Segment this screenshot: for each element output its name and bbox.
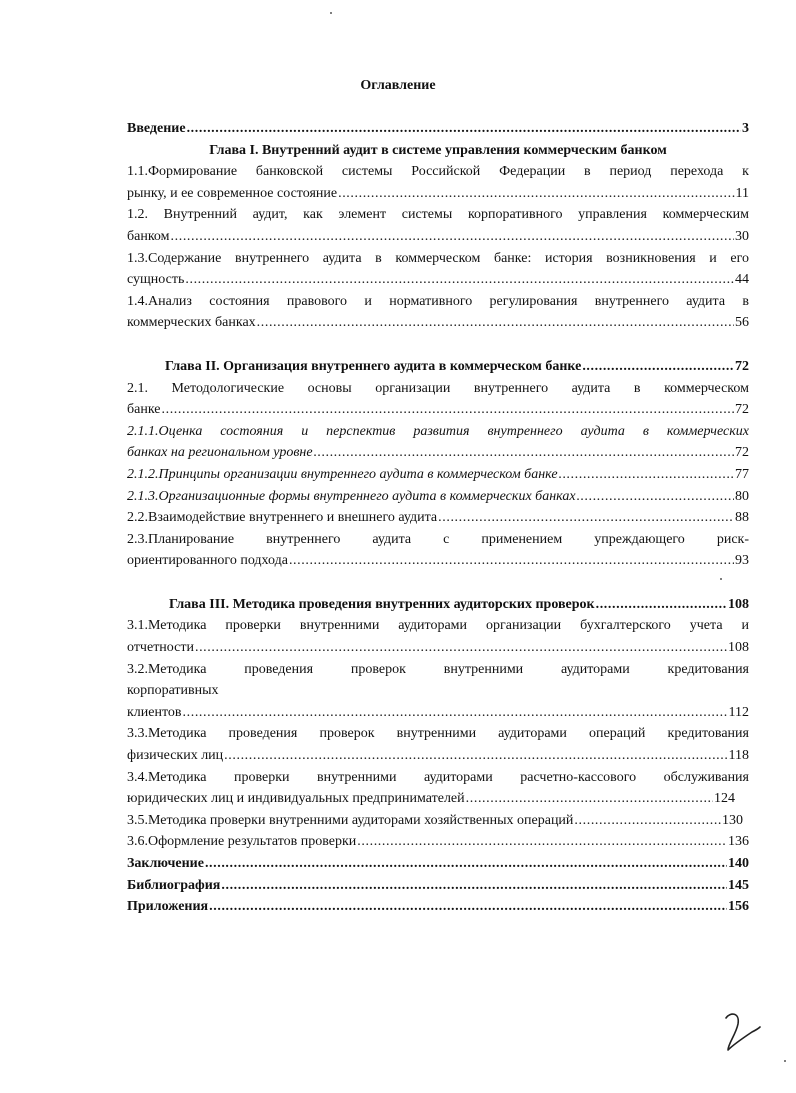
scan-speck [720,578,722,580]
toc-entry-bibliography[interactable] [127,875,749,897]
chapter-heading-label: Глава III. Методика проведения внутренних аудиторских проверок [169,596,595,612]
toc-entry-label-cont: отчетности [127,640,194,656]
scan-speck [330,12,332,14]
toc-entry-1-1[interactable] [127,161,749,204]
toc-entry-intro[interactable] [127,118,749,140]
toc-entry-page: 56 [735,315,749,331]
toc-entry-3-4[interactable] [127,767,749,810]
toc-entry-page: 156 [728,899,749,915]
toc-entry-page: 88 [735,510,749,526]
toc-entry-page: 3 [742,121,749,136]
toc-entry-3-1[interactable] [127,615,749,658]
toc-entry-1-3[interactable] [127,248,749,291]
chapter3-heading[interactable] [127,594,749,616]
chapter-heading-label: Глава II. Организация внутреннего аудита в коммерческом банке [165,358,582,374]
toc-entry-page: 80 [735,488,749,504]
toc-entry-page: 11 [735,185,749,201]
toc-entry-label: 3.3.Методика проведения проверок внутренними аудиторами операций кредитования [127,726,749,742]
toc-entry-label: 2.1. Методологические основы организации внутреннего аудита в коммерческом [127,380,749,396]
toc-entry-label: 1.4.Анализ состояния правового и нормативного регулирования внутреннего аудита в [127,293,749,309]
toc-entry-page: 93 [735,553,749,569]
toc-entry-label: 3.5.Методика проверки внутренними аудиторами хозяйственных операций [127,812,574,828]
handwritten-page-number-icon [722,1010,762,1056]
toc-entry-3-6[interactable] [127,831,749,853]
chapter1-heading: Глава I. Внутренний аудит в системе управления коммерческим банком [209,142,667,158]
toc-entry-label: 3.4.Методика проверки внутренними аудиторами расчетно-кассового обслуживания [127,769,749,785]
toc-entry-page: 136 [728,834,749,850]
toc-entry-label: 2.1.1.Оценка состояния и перспектив развития внутреннего аудита в коммерческих [127,423,749,439]
toc-entry-3-3[interactable] [127,723,749,766]
toc-entry-1-4[interactable] [127,291,749,334]
toc-entry-label: 3.6.Оформление результатов проверки [127,834,357,850]
toc-entry-page: 140 [728,856,749,871]
toc-entry-2-1-1[interactable] [127,421,749,464]
toc-entry-2-1[interactable] [127,378,749,421]
toc-entry-3-2[interactable] [127,659,749,724]
toc-entry-2-3[interactable] [127,529,749,572]
toc-entry-page: 77 [735,466,749,482]
table-of-contents [127,118,749,918]
toc-entry-label: 1.3.Содержание внутреннего аудита в коммерческом банке: история возникновения и его [127,250,749,266]
toc-entry-conclusion[interactable] [127,853,749,875]
toc-entry-label-cont: сущность [127,272,185,288]
toc-entry-label-cont: юридических лиц и индивидуальных предпринимателей [127,791,465,807]
toc-entry-page: 124 [714,791,735,807]
toc-entry-page: 72 [735,402,749,418]
toc-entry-page: 118 [728,748,749,764]
toc-entry-label-cont: банке [127,402,161,418]
toc-entry-label-cont: клиентов [127,704,182,720]
toc-entry-3-5[interactable] [127,810,749,832]
toc-entry-2-1-3[interactable] [127,486,749,508]
toc-entry-label-cont: банках на региональном уровне [127,445,313,461]
toc-entry-page: 30 [735,228,749,244]
chapter2-heading[interactable] [127,356,749,378]
toc-entry-label: 3.2.Методика проведения проверок внутренними аудиторами кредитования [127,661,749,677]
toc-entry-page: 108 [728,596,749,612]
toc-entry-2-2[interactable] [127,507,749,529]
toc-entry-label: 2.3.Планирование внутреннего аудита с применением упреждающего риск- [127,531,749,547]
toc-entry-label-cont: ориентированного подхода [127,553,288,569]
toc-entry-label: Библиография [127,877,221,893]
toc-entry-page: 145 [728,877,749,893]
toc-entry-label: 2.1.3.Организационные формы внутреннего аудита в коммерческих банках [127,488,576,504]
toc-entry-label-cont: коммерческих банках [127,315,256,331]
toc-entry-label: Приложения [127,899,209,915]
toc-entry-page: 108 [728,640,749,656]
toc-entry-2-1-2[interactable] [127,464,749,486]
scan-speck [784,1060,786,1062]
toc-entry-label: Введение [127,121,186,136]
toc-entry-label-cont: корпоративных [127,683,219,699]
toc-entry-label: 2.1.2.Принципы организации внутреннего аудита в коммерческом банке [127,466,558,482]
toc-entry-1-2[interactable] [127,204,749,247]
toc-entry-label-cont: рынку, и ее современное состояние [127,185,338,201]
toc-entry-page: 112 [728,704,749,720]
toc-entry-label: 2.2.Взаимодействие внутреннего и внешнего аудита [127,510,438,526]
toc-entry-label-cont: банком [127,228,170,244]
page-title: Оглавление [360,78,436,93]
toc-entry-appendices[interactable] [127,896,749,918]
toc-entry-label: 3.1.Методика проверки внутренними аудиторами организации бухгалтерского учета и [127,618,749,634]
toc-entry-page: 44 [735,272,749,288]
toc-entry-label: 1.2. Внутренний аудит, как элемент системы корпоративного управления коммерческим [127,207,749,223]
toc-entry-label: Заключение [127,856,204,871]
toc-entry-label-cont: физических лиц [127,748,224,764]
toc-entry-page: 72 [735,358,749,374]
toc-entry-page: 72 [735,445,749,461]
toc-entry-label: 1.1.Формирование банковской системы Российской Федерации в период перехода к [127,164,749,180]
toc-entry-page: 130 [722,812,743,828]
